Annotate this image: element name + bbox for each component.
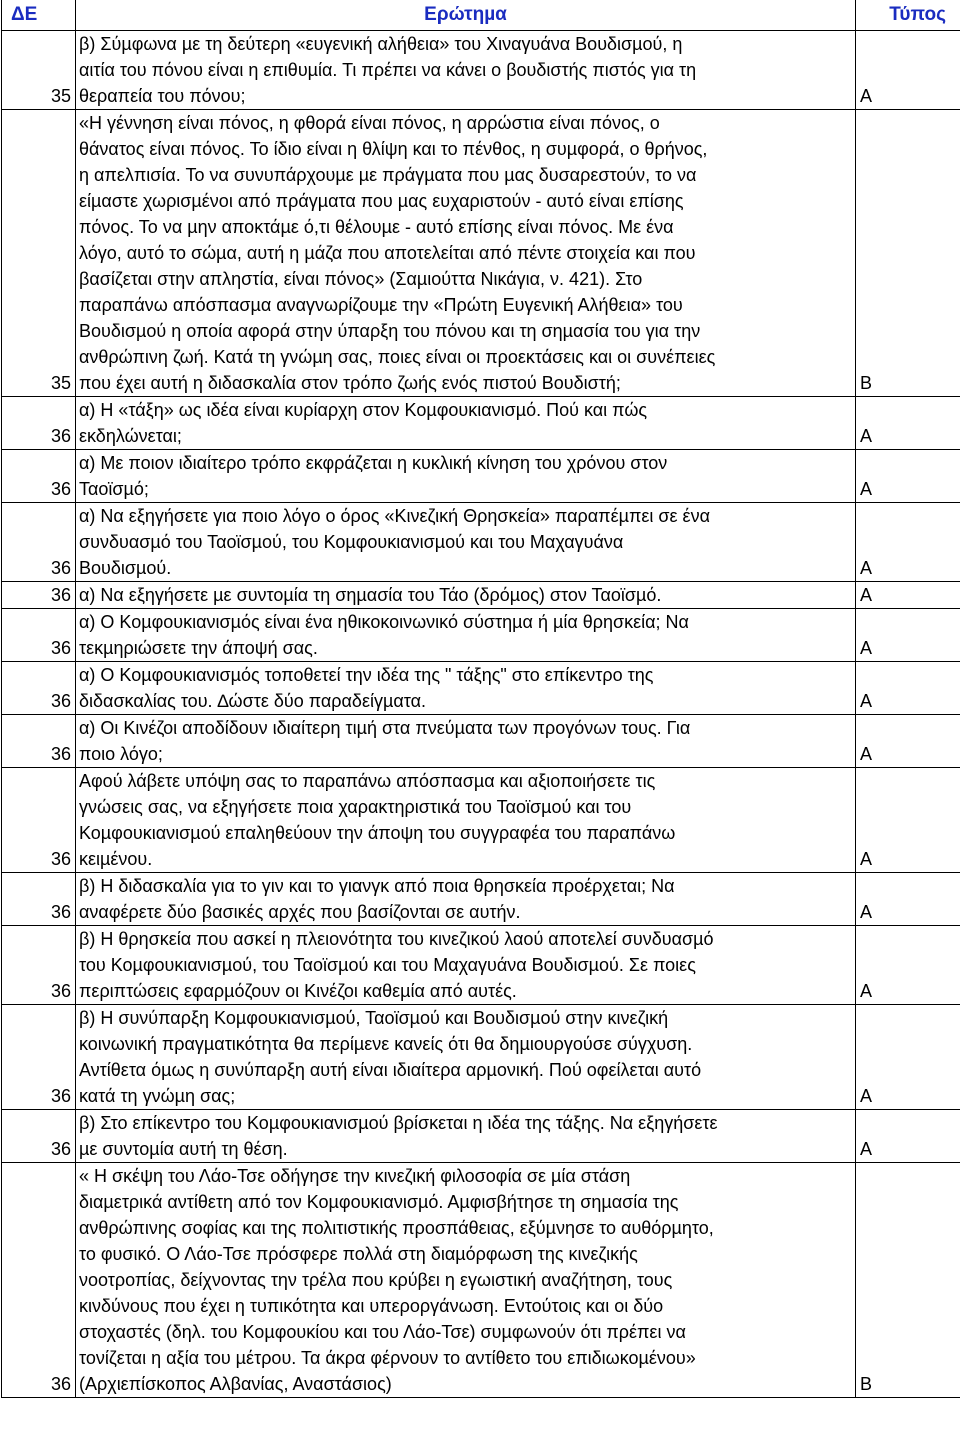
question-type: Α xyxy=(856,1110,960,1163)
question-type: Α xyxy=(856,873,960,926)
question-text: α) Οι Κινέζοι αποδίδουν ιδιαίτερη τιµή στα πνεύµατα των προγόνων τους. Για ποιο λόγο; xyxy=(76,715,856,768)
question-type: Α xyxy=(856,768,960,873)
chapter-number: 36 xyxy=(2,397,76,450)
table-row xyxy=(2,768,960,873)
chapter-number: 36 xyxy=(2,503,76,582)
chapter-number: 36 xyxy=(2,768,76,873)
chapter-number: 35 xyxy=(2,31,76,110)
chapter-number: 36 xyxy=(2,715,76,768)
table-row xyxy=(2,450,960,503)
question-type: Β xyxy=(856,1163,960,1398)
chapter-number: 36 xyxy=(2,582,76,609)
chapter-number: 36 xyxy=(2,1163,76,1398)
question-text: β) Η διδασκαλία για το γιν και το γιανγκ από ποια θρησκεία προέρχεται; Να αναφέρετε δύο βασικές αρχές που βασίζονται σε αυτήν. xyxy=(76,873,856,926)
question-text: β) Σύµφωνα µε τη δεύτερη «ευγενική αλήθεια» του Χιναγυάνα Βουδισµού, η αιτία του πόνου είναι η επιθυµία. Τι πρέπει να κάνει ο βουδιστής πιστός για τη θεραπεία του πόνου; xyxy=(76,31,856,110)
table-row xyxy=(2,397,960,450)
question-type: Α xyxy=(856,503,960,582)
question-text: β) Η συνύπαρξη Κοµφουκιανισµού, Ταοϊσµού και Βουδισµού στην κινεζική κοινωνική πραγµατικότητα θα περίµενε κανείς ότι θα δηµιουργούσε σύγχυση. Αντίθετα όµως η συνύπαρξη αυτή είναι ιδιαίτερα αρµονική. Πού οφείλεται αυτό κατά τη γνώµη σας; xyxy=(76,1005,856,1110)
table-row xyxy=(2,110,960,397)
question-type: Α xyxy=(856,715,960,768)
table-row xyxy=(2,873,960,926)
table-row xyxy=(2,503,960,582)
question-type: Β xyxy=(856,110,960,397)
questions-table xyxy=(1,0,960,1398)
question-type: Α xyxy=(856,397,960,450)
question-text: α) Να εξηγήσετε για ποιο λόγο ο όρος «Κινεζική Θρησκεία» παραπέµπει σε ένα συνδυασµό του Ταοϊσµού, του Κοµφουκιανισµού και του Μαχαγυάνα Βουδισµού. xyxy=(76,503,856,582)
question-type: Α xyxy=(856,926,960,1005)
chapter-number: 35 xyxy=(2,110,76,397)
chapter-number: 36 xyxy=(2,450,76,503)
question-text: α) Η «τάξη» ως ιδέα είναι κυρίαρχη στον Κοµφουκιανισµό. Πού και πώς εκδηλώνεται; xyxy=(76,397,856,450)
table-row xyxy=(2,582,960,609)
question-text: «Η γέννηση είναι πόνος, η φθορά είναι πόνος, η αρρώστια είναι πόνος, ο θάνατος είναι πόνος. Το ίδιο είναι η θλίψη και το πένθος, η συµφορά, ο θρήνος, η απελπισία. Το να συνυπάρχουµε µε πράγµατα που µας δυσαρεστούν, το να είµαστε χωρισµένοι από πράγµατα που µας ευχαριστούν - αυτό είναι επίσης πόνος. Το να µην αποκτάµε ό,τι θέλουµε - αυτό επίσης είναι πόνος. Με ένα λόγο, αυτό το σώµα, αυτή η µάζα που αποτελείται από πέντε στοιχεία και που βασίζεται στην απληστία, είναι πόνος» (Σαµιούττα Νικάγια, ν. 421). Στο παραπάνω απόσπασµα αναγνωρίζουµε την «Πρώτη Ευγενική Αλήθεια» του Βουδισµού η οποία αφορά στην ύπαρξη του πόνου και τη σηµασία του για την ανθρώπινη ζωή. Κατά τη γνώµη σας, ποιες είναι οι προεκτάσεις και οι συνέπειες που έχει αυτή η διδασκαλία στον τρόπο ζωής ενός πιστού Βουδιστή; xyxy=(76,110,856,397)
table-row xyxy=(2,31,960,110)
header-de: ΔΕ xyxy=(2,0,76,31)
table-row xyxy=(2,609,960,662)
question-text: α) Ο Κοµφουκιανισµός είναι ένα ηθικοκοινωνικό σύστηµα ή µία θρησκεία; Να τεκµηριώσετε την άποψή σας. xyxy=(76,609,856,662)
header-type: Τύπος xyxy=(856,0,960,31)
question-text: Αφού λάβετε υπόψη σας το παραπάνω απόσπασµα και αξιοποιήσετε τις γνώσεις σας, να εξηγήσετε ποια χαρακτηριστικά του Ταοϊσµού και του Κοµφουκιανισµού επαληθεύουν την άποψη του συγγραφέα του παραπάνω κειµένου. xyxy=(76,768,856,873)
table-row xyxy=(2,1005,960,1110)
question-text: « Η σκέψη του Λάο-Τσε οδήγησε την κινεζική φιλοσοφία σε µία στάση διαµετρικά αντίθετη από τον Κοµφουκιανισµό. Αµφισβήτησε τη σηµασία της ανθρώπινης σοφίας και της πολιτιστικής προσπάθειας, εξύµνησε το αυθόρµητο, το φυσικό. Ο Λάο-Τσε πρόσφερε πολλά στη διαµόρφωση της κινεζικής νοοτροπίας, δείχνοντας την τρέλα που κρύβει η εγωιστική αναζήτηση, τους κινδύνους που έχει η τυπικότητα και υπεροργάνωση. Εντούτοις και οι δύο στοχαστές (δηλ. του Κοµφουκίου και του Λάο-Τσε) συµφωνούν ότι πρέπει να τονίζεται η αξία του µέτρου. Τα άκρα φέρνουν το αντίθετο του επιδιωκοµένου» (Αρχιεπίσκοπος Αλβανίας, Αναστάσιος) xyxy=(76,1163,856,1398)
question-text: β) Στο επίκεντρο του Κοµφουκιανισµού βρίσκεται η ιδέα της τάξης. Να εξηγήσετε µε συντοµία αυτή τη θέση. xyxy=(76,1110,856,1163)
question-text: α) Με ποιον ιδιαίτερο τρόπο εκφράζεται η κυκλική κίνηση του χρόνου στον Ταοϊσµό; xyxy=(76,450,856,503)
chapter-number: 36 xyxy=(2,1110,76,1163)
header-question: Ερώτηµα xyxy=(76,0,856,31)
header-row xyxy=(2,0,960,31)
chapter-number: 36 xyxy=(2,926,76,1005)
question-text: α) Ο Κοµφουκιανισµός τοποθετεί την ιδέα της " τάξης" στο επίκεντρο της διδασκαλίας του. ∆ώστε δύο παραδείγµατα. xyxy=(76,662,856,715)
table-row xyxy=(2,926,960,1005)
question-text: α) Να εξηγήσετε µε συντοµία τη σηµασία του Τάο (δρόµος) στον Ταοϊσµό. xyxy=(76,582,856,609)
chapter-number: 36 xyxy=(2,873,76,926)
question-type: Α xyxy=(856,609,960,662)
chapter-number: 36 xyxy=(2,609,76,662)
questions-body xyxy=(2,31,960,1398)
question-type: Α xyxy=(856,1005,960,1110)
question-type: Α xyxy=(856,662,960,715)
question-type: Α xyxy=(856,582,960,609)
question-type: Α xyxy=(856,31,960,110)
table-row xyxy=(2,715,960,768)
table-row xyxy=(2,662,960,715)
chapter-number: 36 xyxy=(2,662,76,715)
table-row xyxy=(2,1110,960,1163)
question-type: Α xyxy=(856,450,960,503)
table-row xyxy=(2,1163,960,1398)
question-text: β) Η θρησκεία που ασκεί η πλειονότητα του κινεζικού λαού αποτελεί συνδυασµό του Κοµφουκιανισµού, του Ταοϊσµού και του Μαχαγυάνα Βουδισµού. Σε ποιες περιπτώσεις εφαρµόζουν οι Κινέζοι καθεµία από αυτές. xyxy=(76,926,856,1005)
chapter-number: 36 xyxy=(2,1005,76,1110)
